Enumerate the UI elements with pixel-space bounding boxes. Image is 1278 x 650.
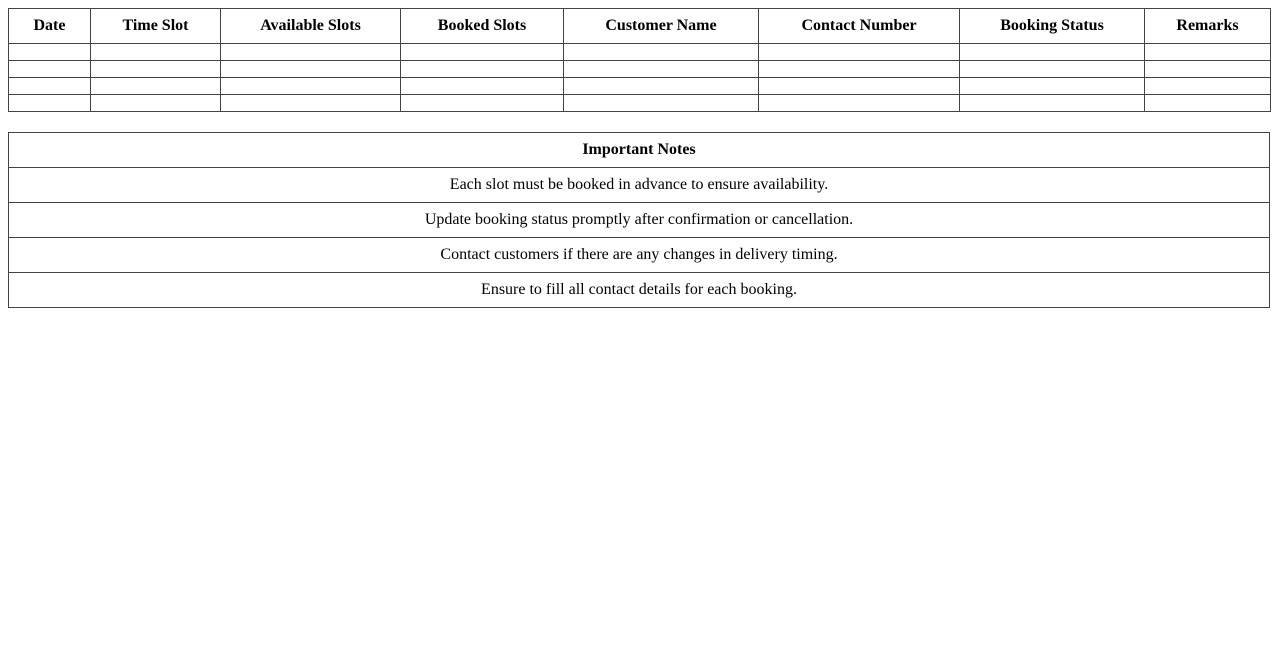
note-item: Update booking status promptly after confirmation or cancellation. (9, 203, 1270, 238)
header-row (9, 9, 1271, 44)
column-header-booked-slots: Booked Slots (401, 9, 564, 44)
cell-customer-name[interactable] (564, 78, 759, 95)
cell-contact-number[interactable] (759, 61, 960, 78)
note-row (9, 168, 1270, 203)
cell-available-slots[interactable] (221, 78, 401, 95)
cell-available-slots[interactable] (221, 44, 401, 61)
cell-time-slot[interactable] (91, 95, 221, 112)
cell-contact-number[interactable] (759, 78, 960, 95)
cell-booked-slots[interactable] (401, 44, 564, 61)
cell-booking-status[interactable] (960, 95, 1145, 112)
cell-remarks[interactable] (1145, 95, 1271, 112)
notes-header-row (9, 133, 1270, 168)
cell-date[interactable] (9, 95, 91, 112)
note-row (9, 238, 1270, 273)
note-item: Ensure to fill all contact details for each booking. (9, 273, 1270, 308)
cell-time-slot[interactable] (91, 78, 221, 95)
notes-title: Important Notes (9, 133, 1270, 168)
cell-available-slots[interactable] (221, 61, 401, 78)
cell-date[interactable] (9, 61, 91, 78)
cell-customer-name[interactable] (564, 95, 759, 112)
booking-table (8, 8, 1271, 112)
table-row (9, 44, 1271, 61)
cell-booked-slots[interactable] (401, 61, 564, 78)
column-header-remarks: Remarks (1145, 9, 1271, 44)
cell-contact-number[interactable] (759, 44, 960, 61)
cell-date[interactable] (9, 78, 91, 95)
column-header-time-slot: Time Slot (91, 9, 221, 44)
column-header-contact-number: Contact Number (759, 9, 960, 44)
cell-time-slot[interactable] (91, 61, 221, 78)
cell-booking-status[interactable] (960, 61, 1145, 78)
cell-booking-status[interactable] (960, 44, 1145, 61)
column-header-customer-name: Customer Name (564, 9, 759, 44)
table-row (9, 61, 1271, 78)
cell-available-slots[interactable] (221, 95, 401, 112)
cell-remarks[interactable] (1145, 61, 1271, 78)
column-header-date: Date (9, 9, 91, 44)
note-row (9, 203, 1270, 238)
cell-booked-slots[interactable] (401, 95, 564, 112)
cell-date[interactable] (9, 44, 91, 61)
cell-customer-name[interactable] (564, 44, 759, 61)
cell-booking-status[interactable] (960, 78, 1145, 95)
note-item: Contact customers if there are any changes in delivery timing. (9, 238, 1270, 273)
column-header-available-slots: Available Slots (221, 9, 401, 44)
cell-remarks[interactable] (1145, 78, 1271, 95)
cell-customer-name[interactable] (564, 61, 759, 78)
notes-table (8, 132, 1270, 308)
cell-booked-slots[interactable] (401, 78, 564, 95)
table-row (9, 78, 1271, 95)
column-header-booking-status: Booking Status (960, 9, 1145, 44)
note-item: Each slot must be booked in advance to ensure availability. (9, 168, 1270, 203)
note-row (9, 273, 1270, 308)
cell-time-slot[interactable] (91, 44, 221, 61)
table-row (9, 95, 1271, 112)
cell-contact-number[interactable] (759, 95, 960, 112)
cell-remarks[interactable] (1145, 44, 1271, 61)
